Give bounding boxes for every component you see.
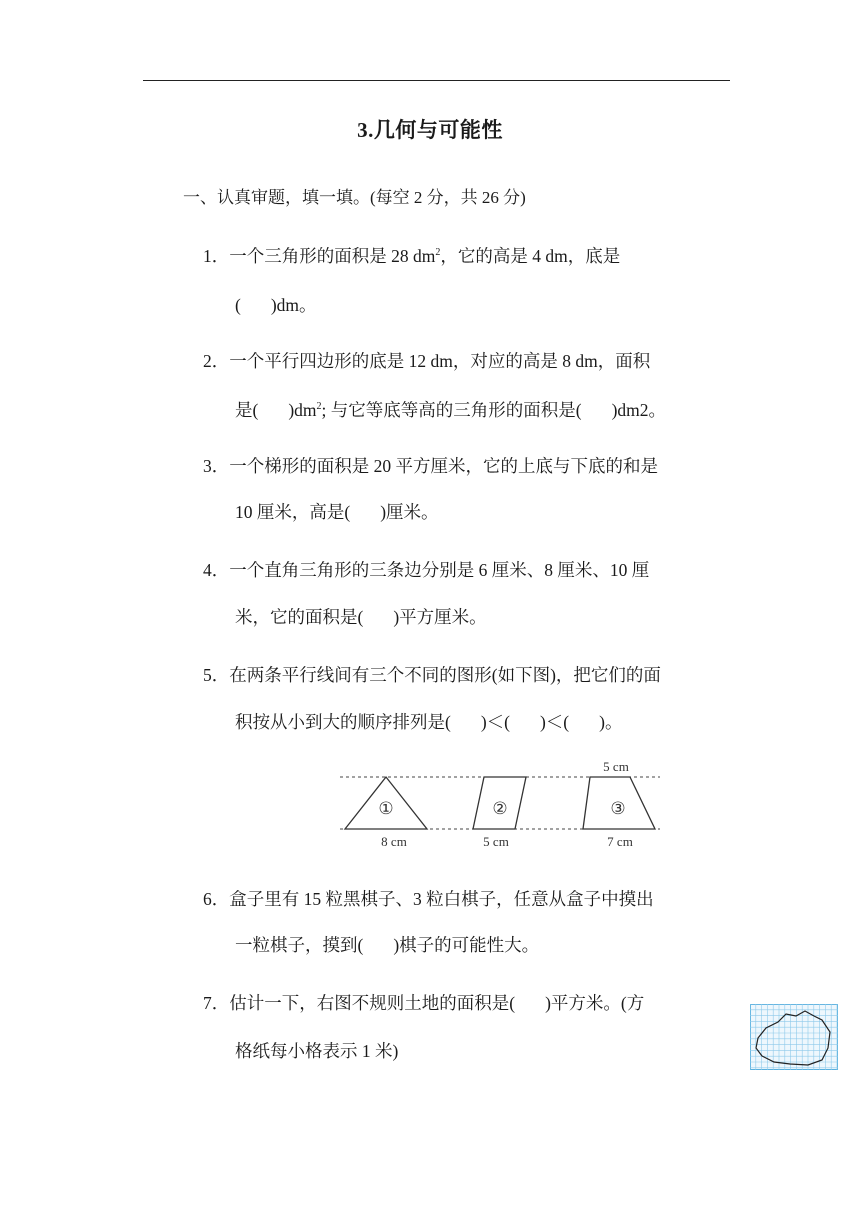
question-number: 2． <box>203 351 230 371</box>
question-1-line-2: ( )dm。 <box>235 295 317 315</box>
question-3-line-2: 10 厘米，高是( )厘米。 <box>235 502 439 522</box>
question-7-line-2: 格纸每小格表示 1 米) <box>235 1041 399 1061</box>
question-6-line-1: 6．盒子里有 15 粒黑棋子、3 粒白棋子，任意从盒子中摸出 <box>203 889 654 909</box>
question-2-line-1: 2．一个平行四边形的底是 12 dm，对应的高是 8 dm，面积 <box>203 351 651 371</box>
trapezoid-label: ③ <box>610 799 626 818</box>
question-number: 5． <box>203 665 230 685</box>
header-rule <box>143 80 730 81</box>
question-7-line-1: 7．估计一下，右图不规则土地的面积是( )平方米。(方 <box>203 993 645 1013</box>
question-6-line-2: 一粒棋子，摸到( )棋子的可能性大。 <box>235 935 540 955</box>
irregular-land-grid-figure <box>750 1004 840 1072</box>
question-2-line-2: 是( )$dm^2$; 与它等底等高的三角形的面积是( )dm2。 <box>235 400 667 420</box>
trapezoid-top-label: 5 cm <box>603 759 629 774</box>
question-5-line-2: 积按从小到大的顺序排列是( )＜( )＜( )。 <box>235 712 623 732</box>
section-heading: 一、认真审题，填一填。(每空 2 分，共 26 分) <box>183 188 526 207</box>
page-title: 3.几何与可能性 <box>357 118 503 142</box>
trapezoid-base-label: 7 cm <box>607 834 633 849</box>
question-number: 7． <box>203 993 230 1013</box>
question-number: 3． <box>203 456 230 476</box>
question-number: 1． <box>203 246 230 266</box>
parallelogram-label: ② <box>492 799 508 818</box>
question-1-line-1: 1．一个三角形的面积是 28 $dm^2$，它的高是 4 dm，底是 <box>203 246 621 266</box>
question-5-line-1: 5．在两条平行线间有三个不同的图形(如下图)，把它们的面 <box>203 665 661 685</box>
parallel-lines-figure <box>330 755 670 855</box>
triangle-base-label: 8 cm <box>381 834 407 849</box>
parallelogram-base-label: 5 cm <box>483 834 509 849</box>
question-number: 4． <box>203 560 230 580</box>
question-3-line-1: 3．一个梯形的面积是 20 平方厘米，它的上底与下底的和是 <box>203 456 658 476</box>
question-4-line-2: 米，它的面积是( )平方厘米。 <box>235 607 487 627</box>
triangle-label: ① <box>378 799 394 818</box>
question-number: 6． <box>203 889 230 909</box>
question-4-line-1: 4．一个直角三角形的三条边分别是 6 厘米、8 厘米、10 厘 <box>203 560 650 580</box>
